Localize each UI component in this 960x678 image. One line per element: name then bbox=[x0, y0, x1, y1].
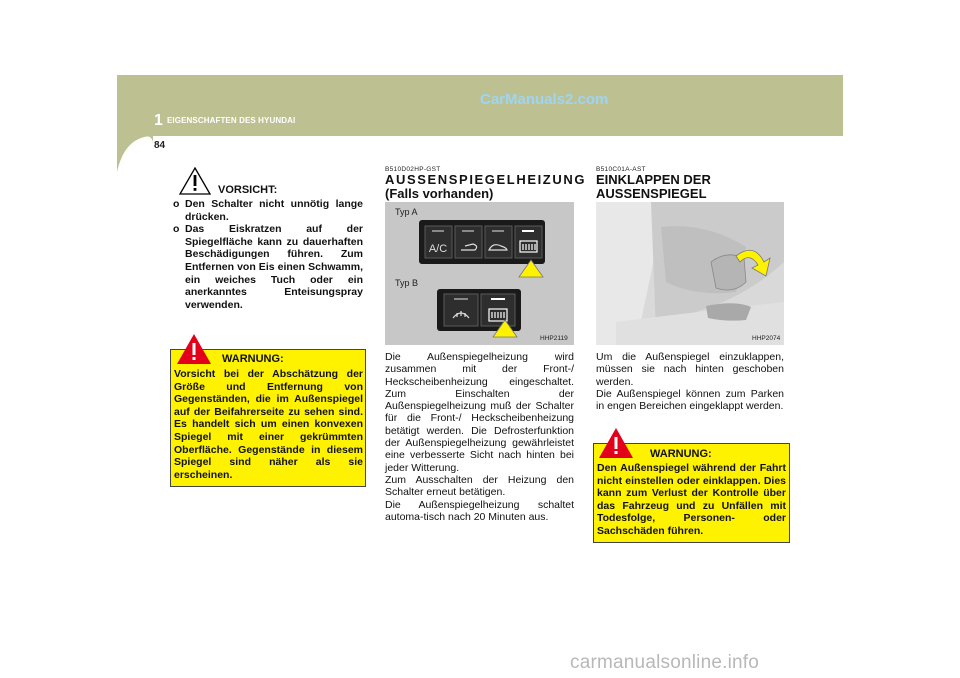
paragraph: Die Außenspiegelheizung schaltet automa-tisch nach 20 Minuten aus. bbox=[385, 498, 574, 523]
caution-item bbox=[173, 198, 363, 223]
caution-bullet: o bbox=[173, 198, 180, 210]
switch-illustration bbox=[385, 202, 574, 345]
warning-text-right: Den Außenspiegel während der Fahrt nicht einstellen oder einklappen. Dies kann zum Verlust der Kontrolle über das Fahrzeug und zu Unfällen mit Todesfolge, Personen- oder Sachschäden führen. bbox=[597, 462, 786, 537]
figure-caption: HHP2119 bbox=[540, 335, 568, 342]
right-body bbox=[596, 351, 784, 412]
caution-bullet: o bbox=[173, 223, 180, 236]
warning-title-left: WARNUNG: bbox=[222, 353, 284, 365]
paragraph: Die Außenspiegel können zum Parken in engen Bereichen eingeklappt werden. bbox=[596, 387, 784, 413]
switch-figure bbox=[385, 202, 574, 345]
page-corner-curve bbox=[117, 136, 153, 172]
caution-title: VORSICHT: bbox=[218, 184, 278, 196]
typ-b-label: Typ B bbox=[395, 278, 419, 288]
warning-text-left: Vorsicht bei der Abschätzung der Größe und Entfernung von Gegenständen, die im Außenspiegel auf der Beifahrerseite zu sehen sind. Es handelt sich um einen konvexen Spiegel mit einer gekrümmten Oberfläche. Gegenstände in diesem Spiegel sind näher als sie erscheinen. bbox=[174, 368, 363, 481]
middle-body bbox=[385, 351, 574, 523]
section-title: EIGENSCHAFTEN DES HYUNDAI bbox=[167, 116, 296, 125]
mirror-illustration bbox=[596, 202, 784, 345]
warning-triangle-icon bbox=[598, 427, 634, 459]
caution-item bbox=[173, 223, 363, 311]
mirror-figure bbox=[596, 202, 784, 345]
warning-triangle-icon bbox=[178, 166, 212, 196]
ac-button-icon bbox=[429, 243, 447, 255]
page-number: 84 bbox=[154, 140, 166, 151]
section-code: B510C01A-AST bbox=[596, 166, 646, 173]
typ-a-label: Typ A bbox=[395, 207, 418, 217]
section-subheading: (Falls vorhanden) bbox=[385, 186, 494, 201]
figure-caption: HHP2074 bbox=[752, 335, 781, 342]
watermark-bottom[interactable]: carmanualsonline.info bbox=[570, 652, 760, 673]
caution-item-text: Den Schalter nicht unnötig lange drücken. bbox=[185, 198, 363, 223]
section-code: B510D02HP-GST bbox=[385, 166, 441, 173]
paragraph: Die Außenspiegelheizung wird zusammen mit der Front-/ Heckscheibenheizung eingeschaltet. Zum Einschalten der Außenspiegelheizung muß der Schalter für die Front-/ Heckscheibenheizung betätigt werden. Die Defrosterfunktion der Außenspiegelheizung gewährleistet eine verbesserte Sicht nach hinten bei jeder Witterung. bbox=[385, 351, 574, 474]
watermark-top[interactable]: CarManuals2.com bbox=[480, 91, 609, 108]
section-heading-line2: AUSSENSPIEGEL bbox=[596, 186, 707, 201]
caution-list bbox=[173, 198, 363, 311]
ac-label: A/C bbox=[428, 243, 448, 255]
caution-item-text: Das Eiskratzen auf der Spiegelfläche kann zu dauerhaften Beschädigungen führen. Zum Entfernen von Eis einen Schwamm, ein weiches Tuch oder ein anerkanntes Enteisungspray verwenden. bbox=[185, 223, 363, 311]
paragraph: Zum Ausschalten der Heizung den Schalter erneut betätigen. bbox=[385, 473, 574, 499]
chapter-number: 1 bbox=[154, 112, 163, 129]
warning-triangle-icon bbox=[176, 333, 212, 365]
paragraph: Um die Außenspiegel einzuklappen, müssen sie nach hinten geschoben werden. bbox=[596, 351, 784, 388]
section-heading: EINKLAPPEN DER bbox=[596, 172, 711, 187]
warning-title-right: WARNUNG: bbox=[650, 448, 712, 460]
section-heading: AUSSENSPIEGELHEIZUNG bbox=[385, 172, 587, 187]
